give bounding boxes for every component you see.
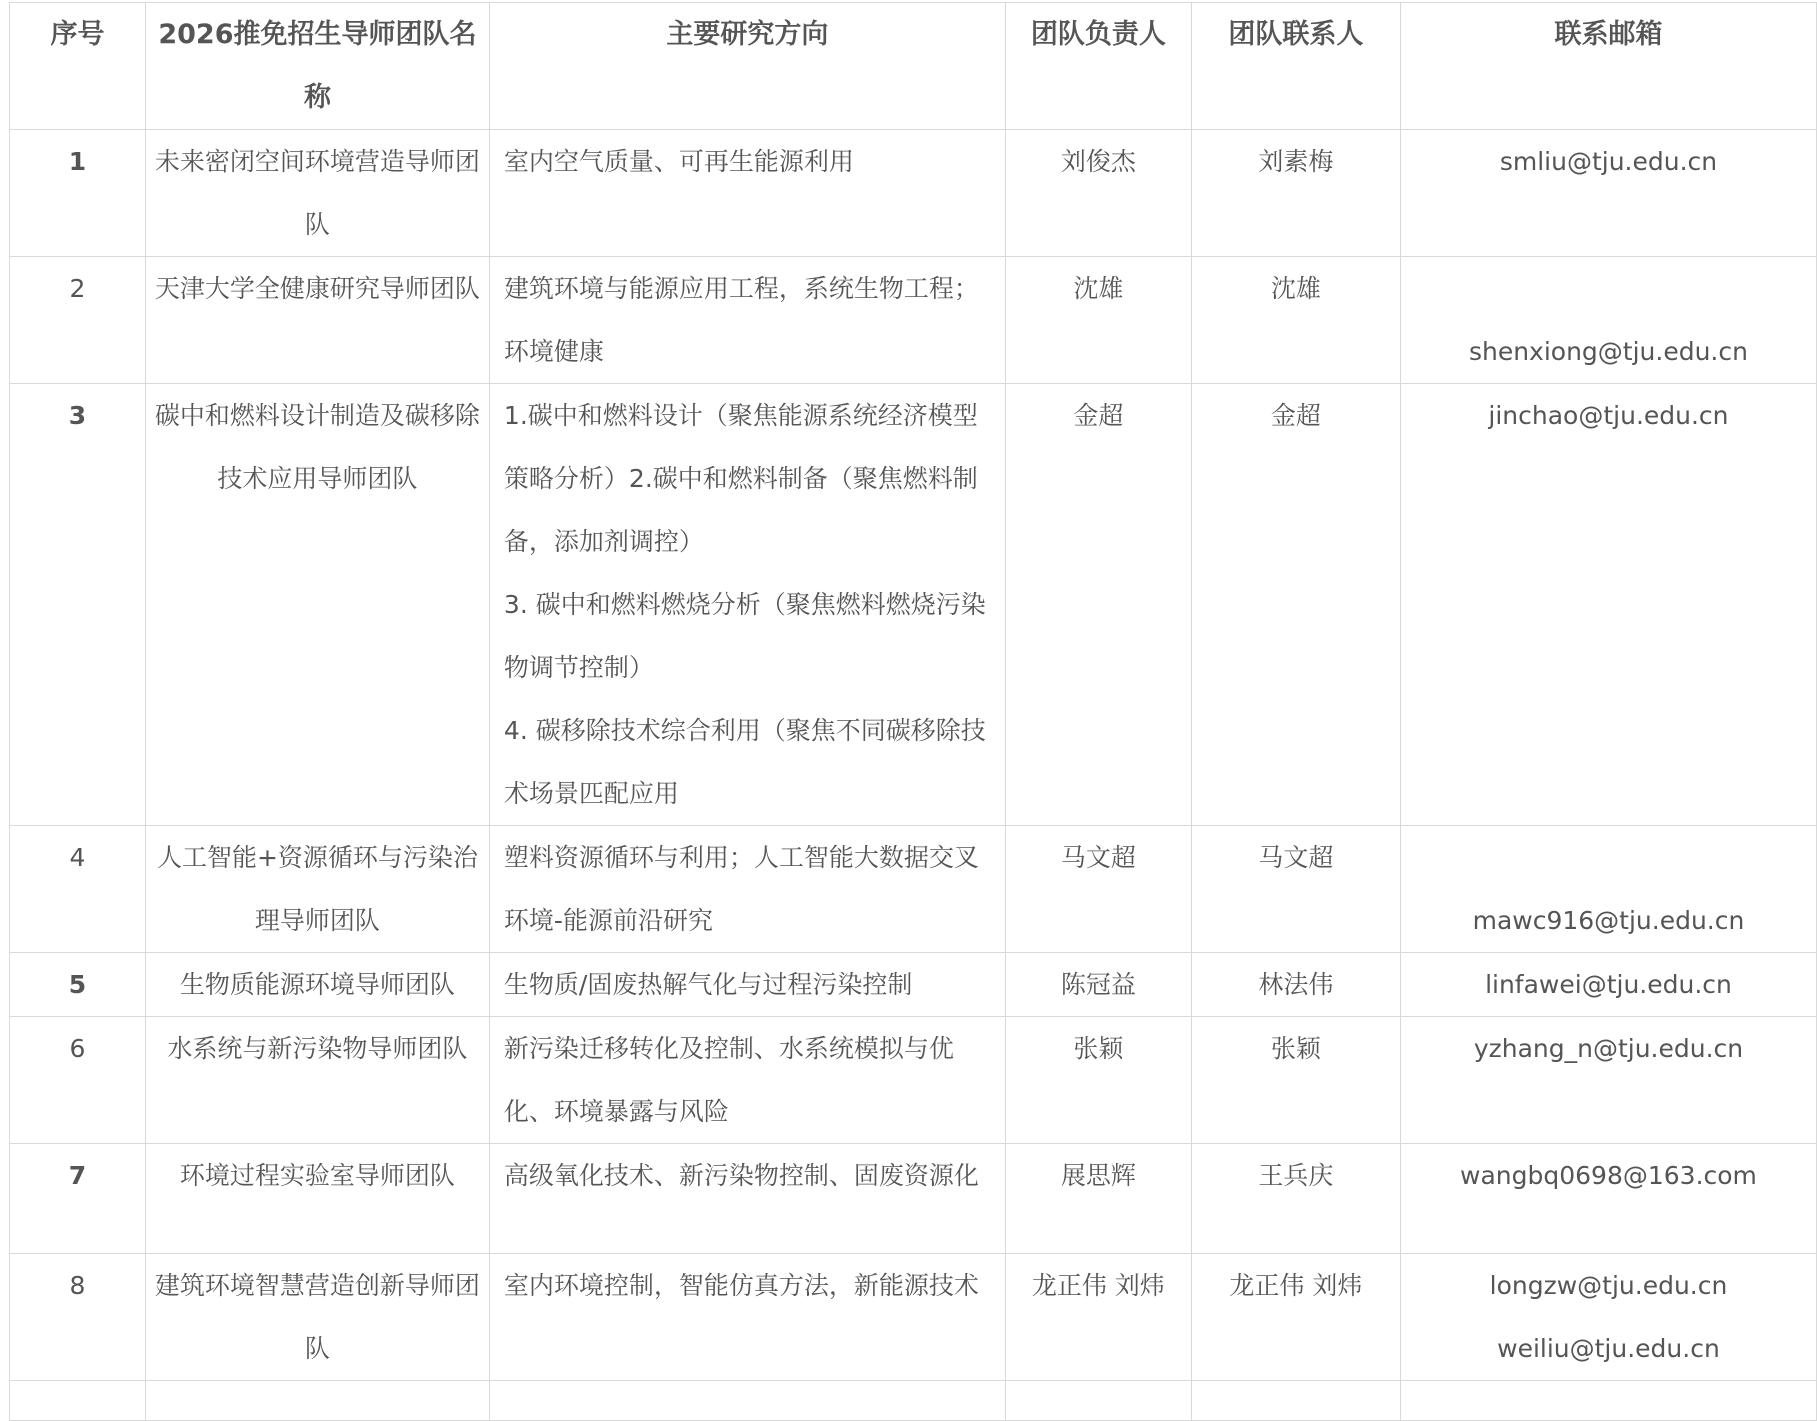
row-team-leader: 张颖	[1005, 1017, 1191, 1144]
row-team-leader: 陈冠益	[1005, 953, 1191, 1017]
row-team-name: 建筑环境智慧营造创新导师团队	[145, 1254, 489, 1381]
row-contact-email[interactable]	[1400, 384, 1816, 826]
row-index: 6	[10, 1017, 146, 1144]
row-research-direction	[489, 953, 1005, 1017]
direction-line: 3. 碳中和燃料燃烧分析（聚焦燃料燃烧污染物调节控制）	[503, 590, 986, 682]
row-index: 2	[10, 257, 146, 384]
row-team-leader: 刘俊杰	[1005, 130, 1191, 257]
row-research-direction	[489, 826, 1005, 953]
header-contact-email: 联系邮箱	[1400, 3, 1816, 130]
header-team-contact: 团队联系人	[1191, 3, 1400, 130]
mentor-team-table	[9, 2, 1817, 1421]
cutoff-cell	[1191, 1381, 1400, 1421]
direction-line: 室内环境控制，智能仿真方法，新能源技术	[503, 1271, 979, 1300]
row-team-contact: 龙正伟 刘炜	[1191, 1254, 1400, 1381]
row-team-contact: 刘素梅	[1191, 130, 1400, 257]
email-link[interactable]: mawc916@tju.edu.cn	[1472, 906, 1745, 935]
header-research-direction: 主要研究方向	[489, 3, 1005, 130]
row-research-direction	[489, 1017, 1005, 1144]
cutoff-cell	[1400, 1381, 1816, 1421]
row-team-name: 生物质能源环境导师团队	[145, 953, 489, 1017]
row-team-contact: 沈雄	[1191, 257, 1400, 384]
direction-line: 塑料资源循环与利用；人工智能大数据交叉环境-能源前沿研究	[503, 843, 979, 935]
direction-line: 建筑环境与能源应用工程，系统生物工程；环境健康	[503, 274, 979, 366]
row-contact-email[interactable]	[1400, 257, 1816, 384]
row-team-leader: 龙正伟 刘炜	[1005, 1254, 1191, 1381]
table-row	[10, 257, 1817, 384]
direction-line: 生物质/固废热解气化与过程污染控制	[503, 970, 913, 999]
direction-line: 4. 碳移除技术综合利用（聚焦不同碳移除技术场景匹配应用	[503, 716, 986, 808]
row-research-direction	[489, 130, 1005, 257]
header-team-name: 2026推免招生导师团队名称	[145, 3, 489, 130]
row-index: 4	[10, 826, 146, 953]
email-link[interactable]: linfawei@tju.edu.cn	[1485, 970, 1732, 999]
row-contact-email[interactable]	[1400, 953, 1816, 1017]
header-team-leader: 团队负责人	[1005, 3, 1191, 130]
row-team-contact: 金超	[1191, 384, 1400, 826]
email-link[interactable]: weiliu@tju.edu.cn	[1497, 1334, 1720, 1363]
table-row-cutoff	[10, 1381, 1817, 1421]
email-link[interactable]: wangbq0698@163.com	[1460, 1161, 1757, 1190]
table-row	[10, 1254, 1817, 1381]
row-index: 8	[10, 1254, 146, 1381]
row-index: 7	[10, 1144, 146, 1254]
row-team-contact: 张颖	[1191, 1017, 1400, 1144]
row-team-leader: 展思辉	[1005, 1144, 1191, 1254]
email-link[interactable]: shenxiong@tju.edu.cn	[1468, 337, 1748, 366]
row-contact-email[interactable]	[1400, 1254, 1816, 1381]
direction-line: 新污染迁移转化及控制、水系统模拟与优化、环境暴露与风险	[503, 1034, 954, 1126]
row-research-direction	[489, 1254, 1005, 1381]
row-team-name: 环境过程实验室导师团队	[145, 1144, 489, 1254]
row-team-contact: 马文超	[1191, 826, 1400, 953]
row-team-name: 未来密闭空间环境营造导师团队	[145, 130, 489, 257]
row-contact-email[interactable]	[1400, 130, 1816, 257]
row-contact-email[interactable]	[1400, 1017, 1816, 1144]
email-link[interactable]: longzw@tju.edu.cn	[1489, 1271, 1728, 1300]
row-team-contact: 王兵庆	[1191, 1144, 1400, 1254]
header-index: 序号	[10, 3, 146, 130]
table-row	[10, 1144, 1817, 1254]
row-index: 1	[10, 130, 146, 257]
table-row	[10, 384, 1817, 826]
direction-line: 1.碳中和燃料设计（聚焦能源系统经济模型策略分析）2.碳中和燃料制备（聚焦燃料制备，添加剂调控）	[503, 401, 978, 556]
row-research-direction	[489, 257, 1005, 384]
row-index: 3	[10, 384, 146, 826]
row-research-direction	[489, 1144, 1005, 1254]
row-index: 5	[10, 953, 146, 1017]
row-team-contact: 林法伟	[1191, 953, 1400, 1017]
cutoff-cell	[145, 1381, 489, 1421]
row-team-name: 碳中和燃料设计制造及碳移除技术应用导师团队	[145, 384, 489, 826]
table-row	[10, 1017, 1817, 1144]
direction-line: 室内空气质量、可再生能源利用	[503, 147, 854, 176]
table-row	[10, 826, 1817, 953]
row-contact-email[interactable]	[1400, 826, 1816, 953]
row-team-leader: 马文超	[1005, 826, 1191, 953]
row-team-name: 人工智能+资源循环与污染治理导师团队	[145, 826, 489, 953]
email-link[interactable]: jinchao@tju.edu.cn	[1488, 401, 1729, 430]
row-contact-email[interactable]	[1400, 1144, 1816, 1254]
email-link[interactable]: smliu@tju.edu.cn	[1499, 147, 1718, 176]
cutoff-cell	[489, 1381, 1005, 1421]
row-team-leader: 沈雄	[1005, 257, 1191, 384]
row-team-name: 天津大学全健康研究导师团队	[145, 257, 489, 384]
header-row	[10, 3, 1817, 130]
row-team-leader: 金超	[1005, 384, 1191, 826]
table-row	[10, 953, 1817, 1017]
table-row	[10, 130, 1817, 257]
direction-line: 高级氧化技术、新污染物控制、固废资源化	[503, 1161, 979, 1190]
row-research-direction	[489, 384, 1005, 826]
row-team-name: 水系统与新污染物导师团队	[145, 1017, 489, 1144]
cutoff-cell	[1005, 1381, 1191, 1421]
email-link[interactable]: yzhang_n@tju.edu.cn	[1473, 1034, 1744, 1063]
cutoff-cell	[10, 1381, 146, 1421]
